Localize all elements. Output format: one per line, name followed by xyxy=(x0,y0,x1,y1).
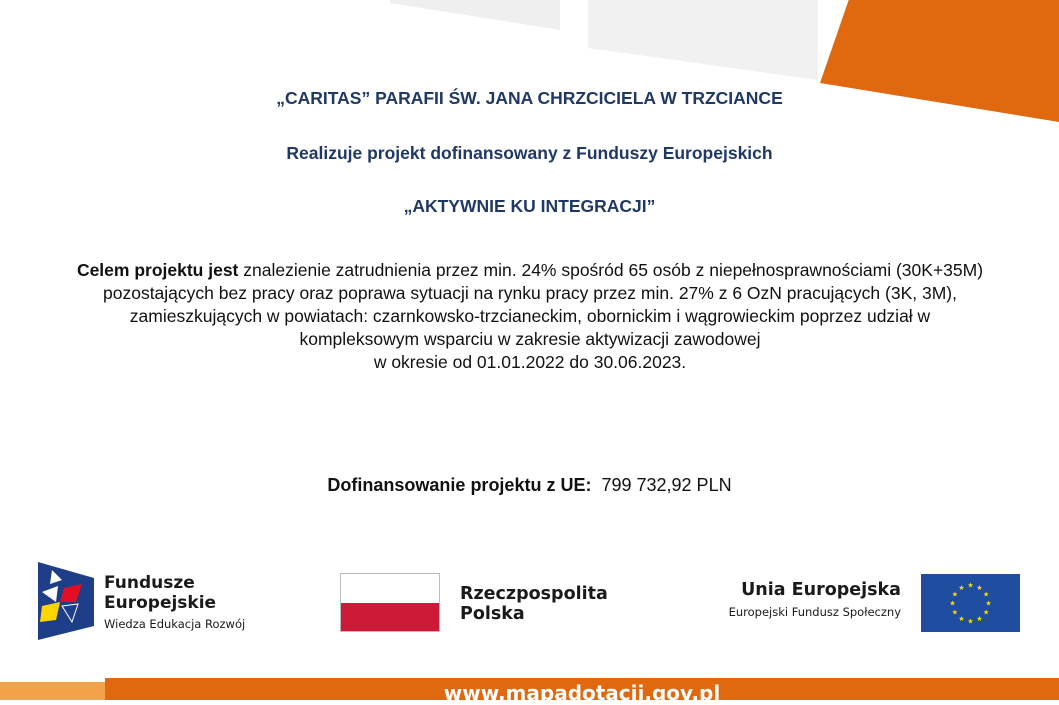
decorative-gray-shape-2 xyxy=(588,0,818,80)
rzeczpospolita-text xyxy=(460,584,608,624)
eu-star-icon: ★ xyxy=(958,616,965,624)
project-description xyxy=(75,259,985,374)
description-text: znalezienie zatrudnienia przez min. 24% spośród 65 osób z niepełnosprawnościami (30K+35M) pozostających bez pracy oraz poprawa sytuacji na rynku pracy przez min. 27% z 6 OzN pracujących (3K, 3M), zamieszkujących w powiatach: czarnkowsko-trzcianeckim, obornickim i wągrowieckim poprzez udział w kompleksowym wsparciu w zakresie aktywizacji zawodowej xyxy=(103,260,984,349)
eu-star-icon: ★ xyxy=(982,609,990,617)
unia-europejska-text xyxy=(729,580,901,619)
eu-star-icon: ★ xyxy=(949,600,956,608)
funding-line xyxy=(0,475,1059,496)
fundusze-europejskie-text xyxy=(104,573,245,631)
organization-title: „CARITAS” PARAFII ŚW. JANA CHRZCICIELA W TRZCIANCE xyxy=(276,88,783,108)
funding-amount: 799 732,92 PLN xyxy=(601,475,732,495)
eu-star-icon: ★ xyxy=(985,600,992,608)
footer-accent-left xyxy=(0,682,105,700)
funding-label: Dofinansowanie projektu z UE: xyxy=(327,475,592,495)
fe-program: Wiedza Edukacja Rozwój xyxy=(104,617,246,631)
description-period: w okresie od 01.01.2022 do 30.06.2023. xyxy=(373,352,687,372)
footer-url: www.mapadotacji.gov.pl xyxy=(443,681,721,705)
eu-star-icon: ★ xyxy=(967,582,974,590)
fe-line2: Europejskie xyxy=(104,593,217,613)
eu-star-icon: ★ xyxy=(951,591,959,599)
fundusze-europejskie-logo-icon xyxy=(38,562,94,640)
decorative-gray-shape xyxy=(390,0,560,30)
eu-star-icon: ★ xyxy=(976,584,983,592)
eu-star-icon: ★ xyxy=(982,591,990,599)
description-lead: Celem projektu jest xyxy=(76,260,239,280)
ue-fund: Europejski Fundusz Społeczny xyxy=(728,605,901,619)
eu-flag-icon xyxy=(921,574,1020,632)
ue-title: Unia Europejska xyxy=(741,580,901,600)
eu-star-icon: ★ xyxy=(958,584,965,592)
rp-line2: Polska xyxy=(460,604,525,624)
project-name: „AKTYWNIE KU INTEGRACJI” xyxy=(403,196,656,216)
eu-star-icon: ★ xyxy=(951,609,959,617)
project-subtitle: Realizuje projekt dofinansowany z Funduszy Europejskich xyxy=(286,143,773,163)
eu-star-icon: ★ xyxy=(976,616,983,624)
fe-line1: Fundusze xyxy=(104,573,195,593)
polish-flag-icon xyxy=(340,573,440,632)
eu-star-icon: ★ xyxy=(967,618,974,626)
rp-line1: Rzeczpospolita xyxy=(460,584,608,604)
